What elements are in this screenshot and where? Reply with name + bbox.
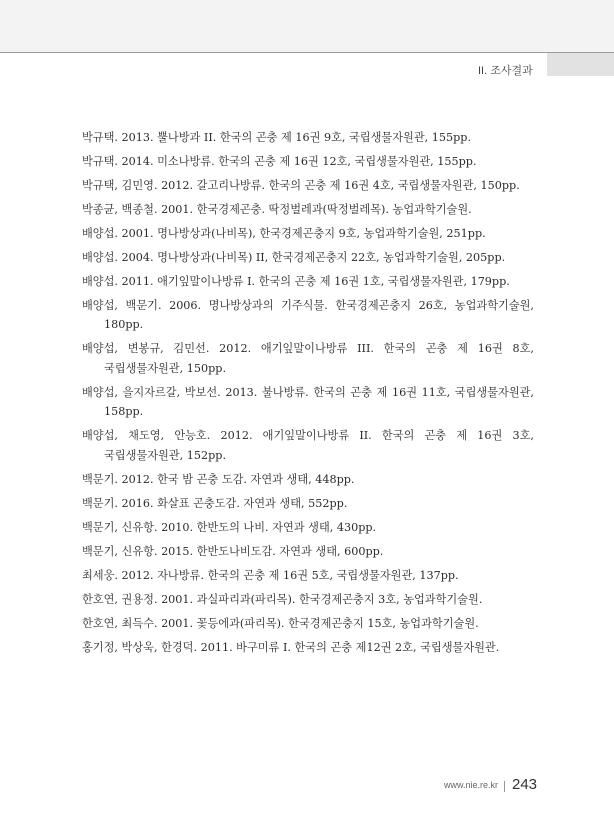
reference-item: 배양섭, 변봉규, 김민선. 2012. 애기잎말이나방류 III. 한국의 곤충 제 16권 8호, 국립생물자원관, 150pp. [82, 342, 534, 375]
reference-item: 배양섭. 2004. 명나방상과(나비목) II, 한국경제곤충지 22호, 농업과학기술원, 205pp. [82, 251, 506, 264]
reference-item: 박종균, 백종철. 2001. 한국경제곤충. 딱정벌레과(딱정벌레목). 농업과학기술원. [82, 203, 472, 216]
page-number: 243 [512, 776, 538, 793]
header-divider [0, 52, 614, 53]
reference-item: 배양섭. 2001. 명나방상과(나비목), 한국경제곤충지 9호, 농업과학기술원, 251pp. [82, 227, 486, 240]
reference-item: 백문기, 신유항. 2010. 한반도의 나비. 자연과 생태, 430pp. [82, 520, 377, 534]
reference-item: 박규택. 2014. 미소나방류. 한국의 곤충 제 16권 12호, 국립생물자원관, 155pp. [82, 155, 477, 168]
section-label: II. 조사결과 [478, 65, 533, 77]
reference-item: 한호연, 최득수. 2001. 꽃등에과(파리목). 한국경제곤충지 15호, 농업과학기술원. [82, 616, 479, 630]
reference-item: 배양섭, 채도영, 안능호. 2012. 애기잎말이나방류 II. 한국의 곤충 제 16권 3호, 국립생물자원관, 152pp. [82, 429, 534, 462]
reference-item: 백문기. 2016. 화살표 곤충도감. 자연과 생태, 552pp. [82, 496, 348, 510]
reference-item: 배양섭. 2011. 애기잎말이나방류 I. 한국의 곤충 제 16권 1호, 국립생물자원관, 179pp. [82, 275, 510, 288]
reference-item: 배양섭, 백문기. 2006. 명나방상과의 기주식물. 한국경제곤충지 26호, 농업과학기술원, 180pp. [82, 299, 534, 332]
header-band [0, 0, 614, 52]
reference-item: 박규택. 2013. 뿔나방과 II. 한국의 곤충 제 16권 9호, 국립생물자원관, 155pp. [82, 131, 471, 144]
reference-item: 홍기정, 박상욱, 한경덕. 2011. 바구미류 I. 한국의 곤충 제12권 2호, 국립생물자원관. [82, 640, 500, 654]
reference-item: 최세웅. 2012. 자나방류. 한국의 곤충 제 16권 5호, 국립생물자원관, 137pp. [82, 568, 459, 582]
reference-item: 박규택, 김민영. 2012. 갈고리나방류. 한국의 곤충 제 16권 4호, 국립생물자원관, 150pp. [82, 179, 520, 192]
reference-list [82, 128, 534, 662]
reference-item: 한호연, 권용정. 2001. 과실파리과(파리목). 한국경제곤충지 3호, 농업과학기술원. [82, 592, 483, 606]
reference-item: 백문기. 2012. 한국 밤 곤충 도감. 자연과 생태, 448pp. [82, 472, 355, 486]
footer-url: www.nie.re.kr [444, 780, 499, 790]
reference-item: 배양섭, 을지자르갈, 박보선. 2013. 불나방류. 한국의 곤충 제 16권 11호, 국립생물자원관, 158pp. [82, 385, 534, 419]
reference-item: 백문기, 신유항. 2015. 한반도나비도감. 자연과 생태, 600pp. [82, 544, 384, 558]
footer-separator [504, 781, 505, 792]
section-tab [547, 53, 614, 76]
